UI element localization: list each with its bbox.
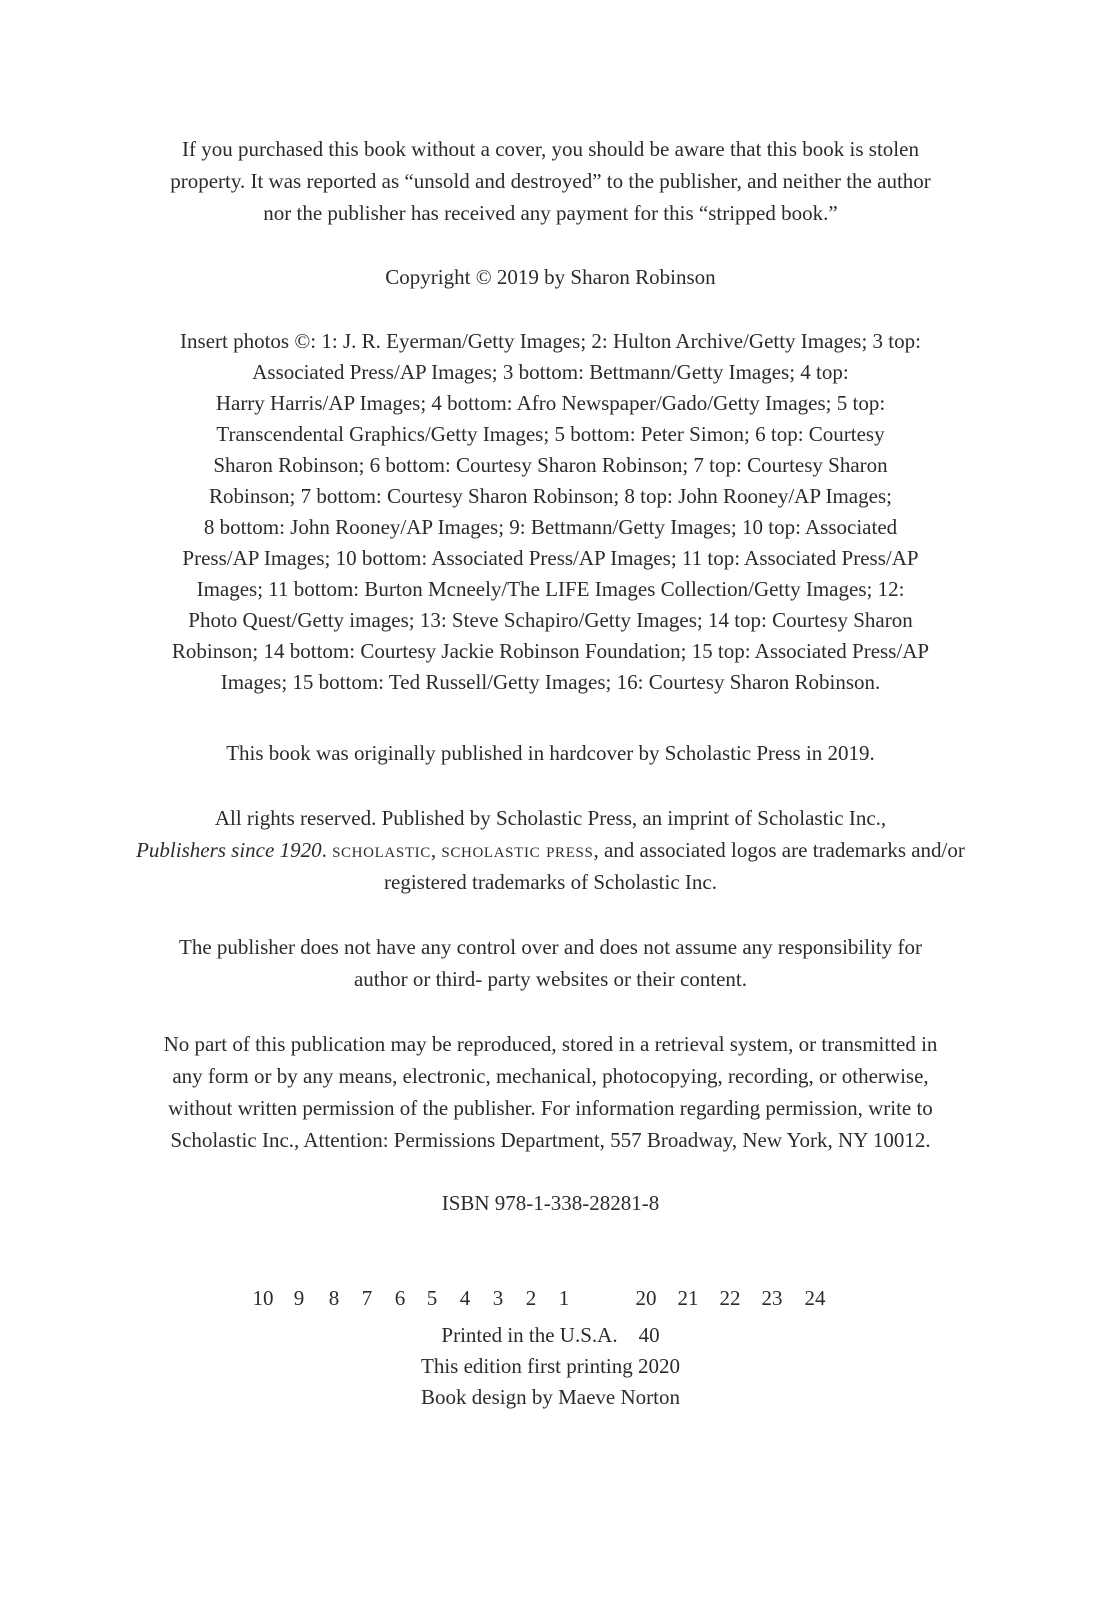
printer-key-number: 20 — [635, 1286, 657, 1310]
reproduction-line: without written permission of the publisher. For information regarding permission, write to — [168, 1096, 933, 1120]
printer-key-number: 9 — [293, 1286, 305, 1310]
printer-key-number: 10 — [252, 1286, 274, 1310]
credit-line: Sharon Robinson; 6 bottom: Courtesy Sharon Robinson; 7 top: Courtesy Sharon — [213, 453, 888, 477]
reproduction-line: Scholastic Inc., Attention: Permissions Department, 557 Broadway, New York, NY 10012. — [170, 1128, 931, 1152]
third-party-disclaimer — [0, 931, 1101, 995]
insert-photo-credits — [0, 326, 1101, 698]
printer-key-number: 22 — [719, 1286, 741, 1310]
printer-key-number: 6 — [394, 1286, 406, 1310]
printer-key-number: 7 — [361, 1286, 373, 1310]
notice-line: nor the publisher has received any payment for this “stripped book.” — [263, 201, 838, 225]
printer-key-number: 21 — [677, 1286, 699, 1310]
credit-line: Photo Quest/Getty images; 13: Steve Schapiro/Getty Images; 14 top: Courtesy Sharon — [188, 608, 913, 632]
rights-separator: , — [430, 838, 442, 862]
rights-text: , and associated logos are trademarks and/or — [593, 838, 965, 862]
reproduction-line: any form or by any means, electronic, mechanical, photocopying, recording, or otherwise, — [172, 1064, 929, 1088]
credit-line: Robinson; 14 bottom: Courtesy Jackie Robinson Foundation; 15 top: Associated Press/AP — [171, 639, 930, 663]
credit-line: Images; 15 bottom: Ted Russell/Getty Images; 16: Courtesy Sharon Robinson. — [220, 670, 881, 694]
credit-line: Associated Press/AP Images; 3 bottom: Bettmann/Getty Images; 4 top: — [252, 360, 849, 384]
printer-key-number: 2 — [525, 1286, 537, 1310]
rights-separator: . — [321, 838, 333, 862]
printer-key-number: 23 — [761, 1286, 783, 1310]
printing-info — [0, 1320, 1101, 1413]
credit-line: Images; 11 bottom: Burton Mcneely/The LIFE Images Collection/Getty Images; 12: — [196, 577, 905, 601]
credit-line: Press/AP Images; 10 bottom: Associated Press/AP Images; 11 top: Associated Press/AP — [182, 546, 919, 570]
rights-line — [0, 834, 1101, 866]
credit-line: Harry Harris/AP Images; 4 bottom: Afro Newspaper/Gado/Getty Images; 5 top: — [215, 391, 886, 415]
isbn: ISBN 978-1-338-28281-8 — [441, 1191, 660, 1215]
scholastic-trademark: scholastic — [332, 838, 431, 862]
printer-key-number: 8 — [328, 1286, 340, 1310]
reproduction-line: No part of this publication may be reproduced, stored in a retrieval system, or transmitted in — [163, 1032, 938, 1056]
notice-line: property. It was reported as “unsold and destroyed” to the publisher, and neither the author — [170, 169, 931, 193]
credit-line: Insert photos ©: 1: J. R. Eyerman/Getty Images; 2: Hulton Archive/Getty Images; 3 top: — [180, 329, 921, 353]
credit-line: Robinson; 7 bottom: Courtesy Sharon Robinson; 8 top: John Rooney/AP Images; — [209, 484, 892, 508]
book-design-credit: Book design by Maeve Norton — [421, 1385, 680, 1409]
publishers-since: Publishers since 1920 — [136, 838, 322, 862]
copyright-line: Copyright © 2019 by Sharon Robinson — [385, 265, 716, 289]
printed-in: Printed in the U.S.A. 40 — [441, 1323, 660, 1347]
printer-key-number: 5 — [426, 1286, 438, 1310]
rights-line: All rights reserved. Published by Scholastic Press, an imprint of Scholastic Inc., — [214, 806, 887, 830]
original-publication-note: This book was originally published in hardcover by Scholastic Press in 2019. — [226, 741, 875, 765]
disclaimer-line: author or third- party websites or their content. — [353, 967, 748, 991]
printer-key-number: 3 — [492, 1286, 504, 1310]
edition-printing: This edition first printing 2020 — [421, 1354, 680, 1378]
rights-line: registered trademarks of Scholastic Inc. — [384, 870, 717, 894]
rights-reserved — [0, 802, 1101, 898]
printer-key-number: 24 — [804, 1286, 826, 1310]
credit-line: 8 bottom: John Rooney/AP Images; 9: Bettmann/Getty Images; 10 top: Associated — [203, 515, 898, 539]
reproduction-notice — [0, 1028, 1101, 1156]
printer-key-number: 4 — [459, 1286, 471, 1310]
printer-key-number: 1 — [558, 1286, 570, 1310]
stripped-book-notice — [0, 133, 1101, 229]
disclaimer-line: The publisher does not have any control over and does not assume any responsibility for — [179, 935, 922, 959]
credit-line: Transcendental Graphics/Getty Images; 5 bottom: Peter Simon; 6 top: Courtesy — [216, 422, 885, 446]
notice-line: If you purchased this book without a cover, you should be aware that this book is stolen — [182, 137, 919, 161]
printer-key — [0, 1282, 1101, 1314]
scholastic-press-trademark: scholastic press — [441, 838, 594, 862]
